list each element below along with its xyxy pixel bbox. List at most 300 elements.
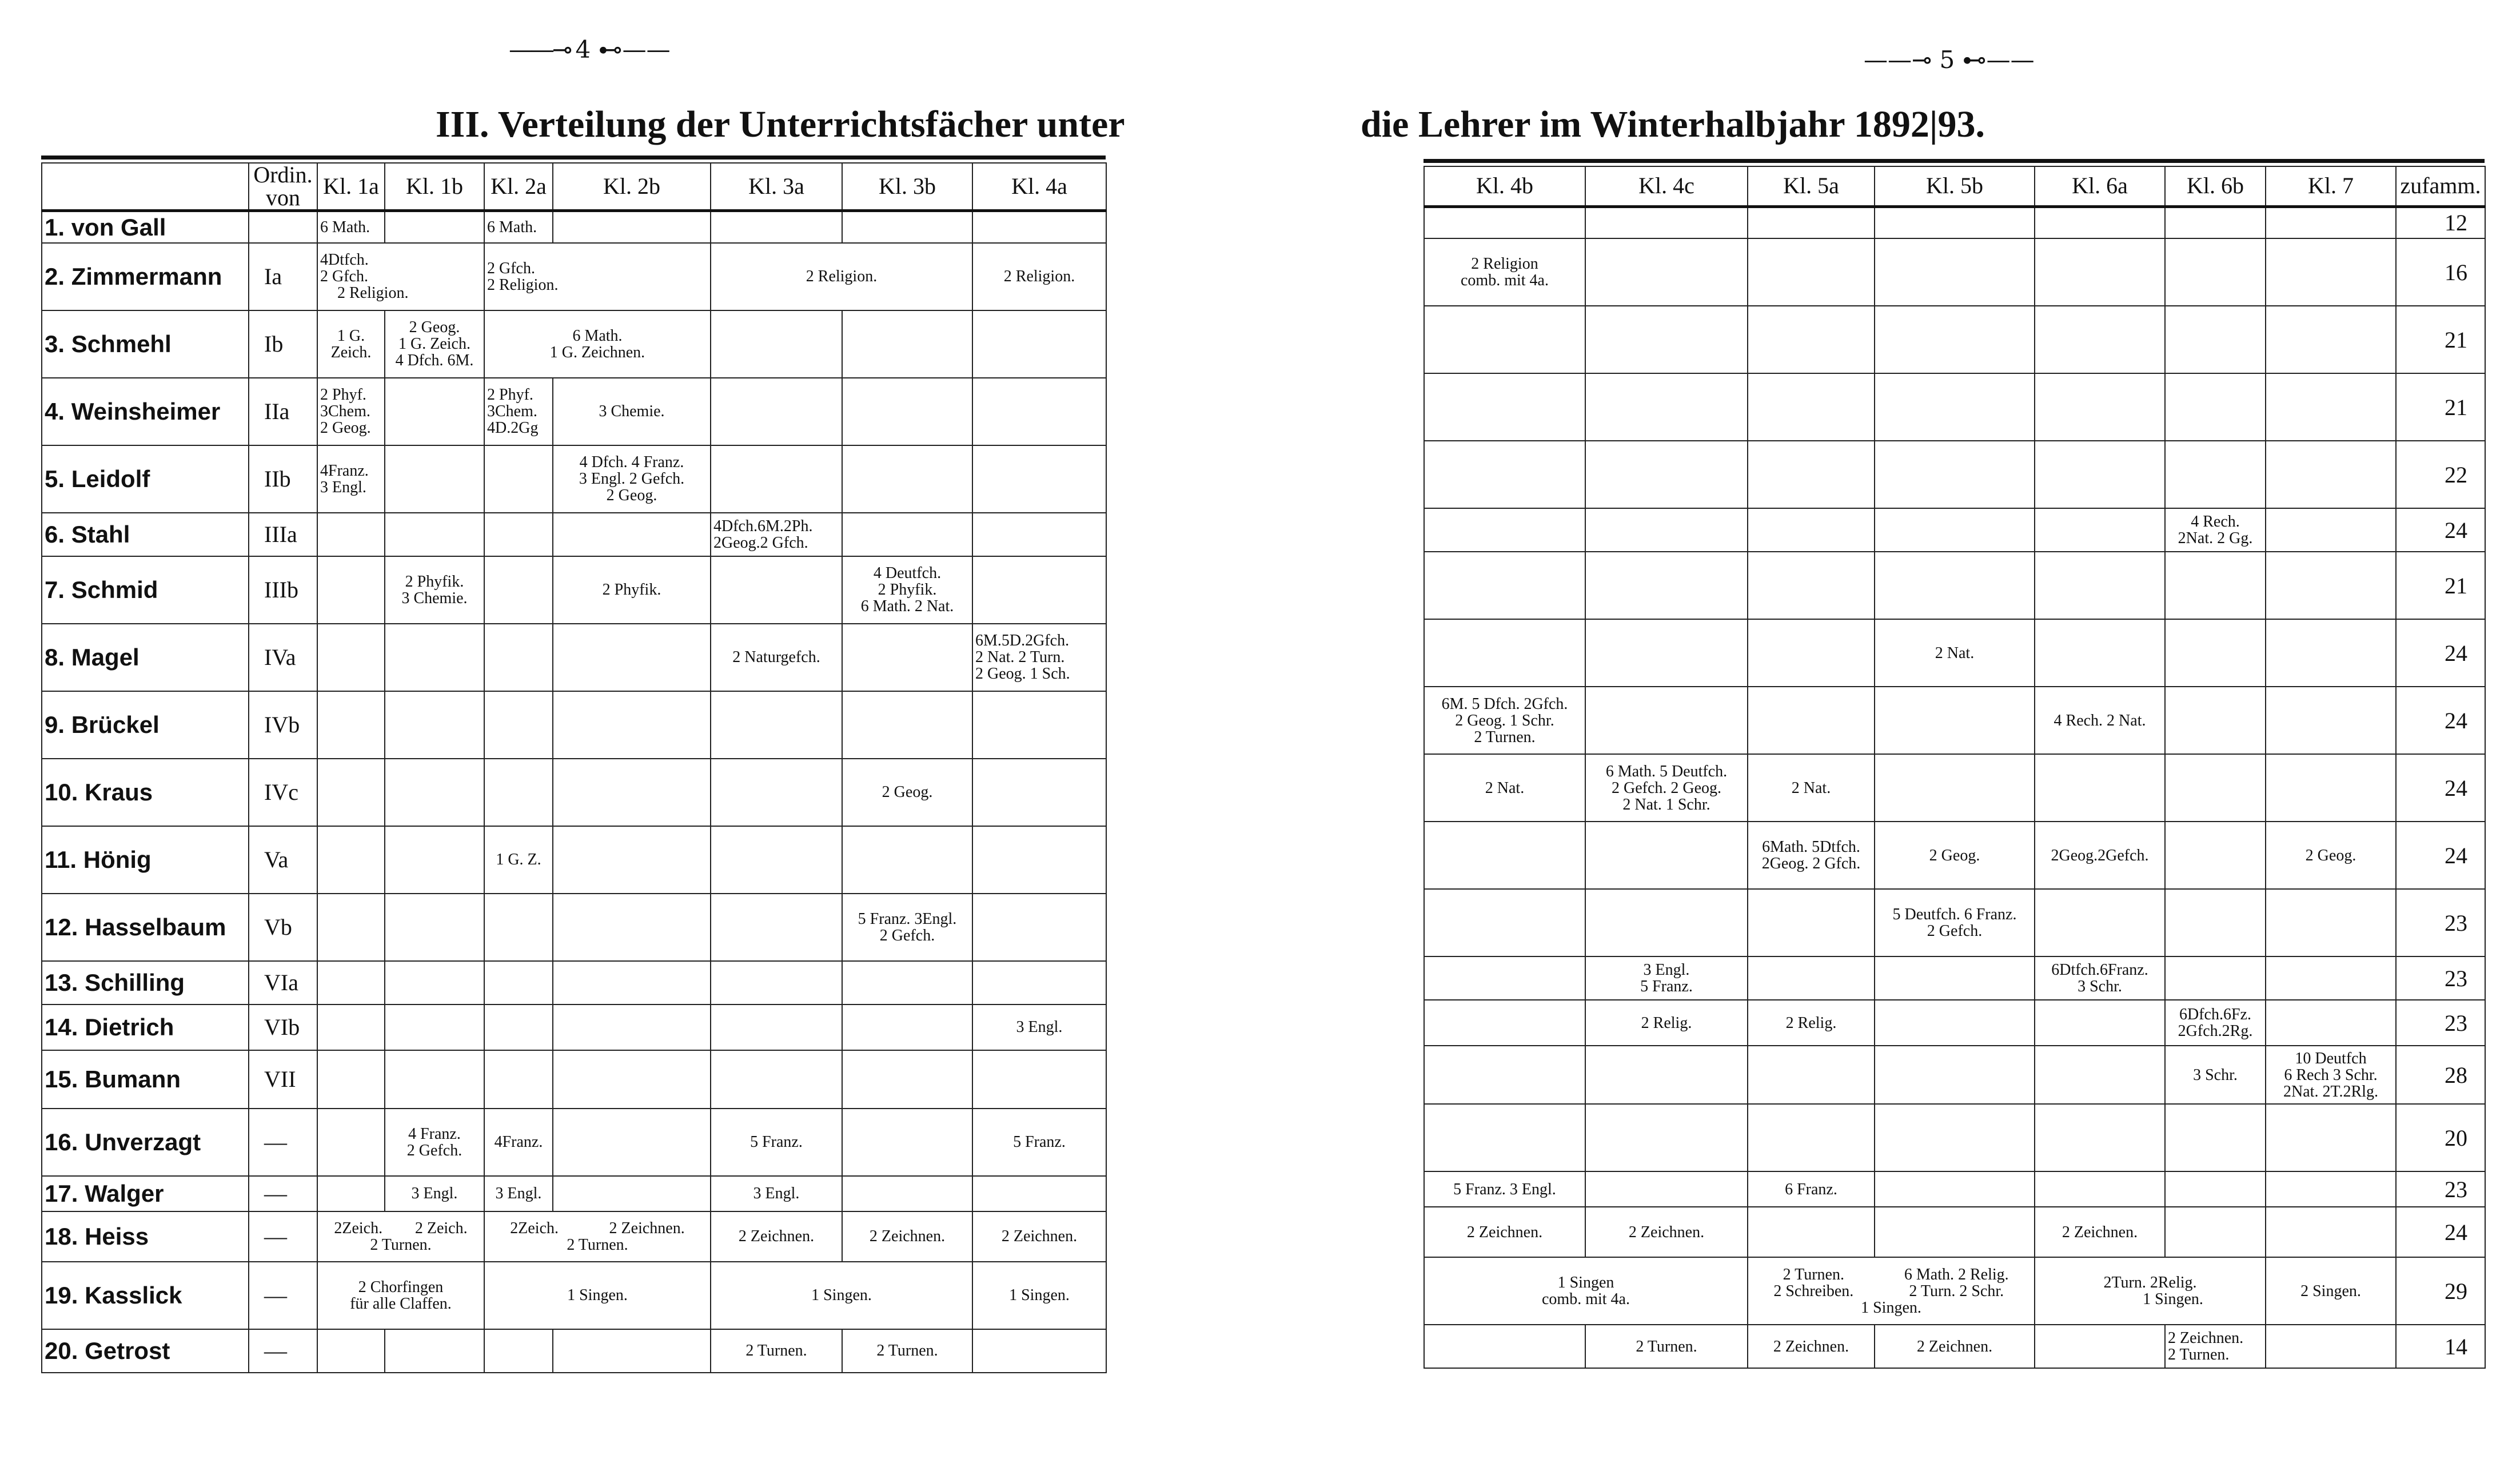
cell	[553, 1109, 711, 1176]
cell	[317, 894, 385, 961]
cell	[1585, 822, 1748, 889]
header-kl4c: Kl. 4c	[1585, 166, 1748, 206]
cell	[842, 961, 972, 1004]
cell: 5 Franz.	[972, 1109, 1106, 1176]
cell	[2035, 889, 2165, 956]
table-row	[42, 691, 1106, 759]
cell	[1875, 1000, 2035, 1046]
cell	[1875, 238, 2035, 306]
header-name	[42, 163, 249, 211]
cell	[842, 691, 972, 759]
header-kl3b: Kl. 3b	[842, 163, 972, 211]
header-kl6a: Kl. 6a	[2035, 166, 2165, 206]
cell	[2035, 508, 2165, 552]
cell	[1748, 1257, 2035, 1325]
table-row	[1424, 552, 2485, 619]
table-row	[1424, 1207, 2485, 1257]
cell: 2 Zeichnen.	[2035, 1207, 2165, 1257]
cell	[385, 691, 484, 759]
ordinarius: —	[249, 1329, 317, 1373]
cell	[385, 624, 484, 691]
cell	[842, 378, 972, 445]
cell	[317, 1109, 385, 1176]
table-row	[1424, 1104, 2485, 1171]
table-row	[1424, 889, 2485, 956]
cell	[711, 894, 842, 961]
table-row	[1424, 687, 2485, 754]
cell	[2035, 1104, 2165, 1171]
cell	[1875, 441, 2035, 508]
cell	[484, 513, 553, 556]
cell	[842, 624, 972, 691]
cell	[1875, 373, 2035, 441]
cell	[317, 1050, 385, 1109]
cell	[972, 445, 1106, 513]
cell: 2 Geog.	[1875, 822, 2035, 889]
cell	[1585, 552, 1748, 619]
cell	[484, 1211, 711, 1262]
cell: 1 G. Zeich.	[317, 310, 385, 378]
header-zusammen: zufamm.	[2396, 166, 2485, 206]
total: 29	[2396, 1257, 2485, 1325]
cell	[2165, 238, 2266, 306]
cell	[1424, 1104, 1585, 1171]
cell	[711, 211, 842, 243]
table-row	[42, 1004, 1106, 1050]
cell	[1585, 1104, 1748, 1171]
cell	[553, 1176, 711, 1211]
table-row	[42, 759, 1106, 826]
cell: 2 Zeichnen.	[1748, 1325, 1875, 1368]
cell	[484, 445, 553, 513]
teacher-name: 2. Zimmermann	[42, 243, 249, 310]
ordinarius: IVc	[249, 759, 317, 826]
cell	[711, 1050, 842, 1109]
cell	[711, 759, 842, 826]
cell	[2165, 441, 2266, 508]
cell: 3 Engl.	[972, 1004, 1106, 1050]
cell-text: 2Turn. 2Relig.	[2103, 1274, 2197, 1291]
cell	[2035, 238, 2165, 306]
cell	[1875, 206, 2035, 238]
cell	[385, 1050, 484, 1109]
cell	[842, 211, 972, 243]
cell: 2 Turnen.	[711, 1329, 842, 1373]
table-row	[1424, 238, 2485, 306]
table-row	[1424, 206, 2485, 238]
cell	[1585, 238, 1748, 306]
cell	[2165, 956, 2266, 1000]
cell: 4 Rech. 2 Nat.	[2035, 687, 2165, 754]
cell	[1585, 508, 1748, 552]
cell	[385, 894, 484, 961]
table-row	[1424, 754, 2485, 822]
cell	[972, 759, 1106, 826]
cell	[1875, 1171, 2035, 1207]
cell	[317, 1329, 385, 1373]
cell	[972, 1176, 1106, 1211]
cell	[553, 624, 711, 691]
cell-text: 2 Zeich.	[414, 1219, 468, 1237]
left-page-number: ——⊸ 4 ⊷——	[509, 35, 671, 63]
total: 24	[2396, 754, 2485, 822]
cell: 5 Franz.	[711, 1109, 842, 1176]
cell	[385, 1329, 484, 1373]
cell-text: 6 Math. 2 Relig. 2 Turn. 2 Schr.	[1904, 1265, 2009, 1300]
cell	[484, 691, 553, 759]
teacher-name: 18. Heiss	[42, 1211, 249, 1262]
cell	[711, 378, 842, 445]
cell	[2266, 1207, 2396, 1257]
cell	[711, 1004, 842, 1050]
cell	[317, 513, 385, 556]
cell	[972, 691, 1106, 759]
cell: 2 Phyfik.	[553, 556, 711, 624]
cell	[2266, 238, 2396, 306]
cell	[2266, 508, 2396, 552]
teacher-name: 6. Stahl	[42, 513, 249, 556]
ordinarius: VII	[249, 1050, 317, 1109]
cell	[1875, 1104, 2035, 1171]
cell	[1748, 1046, 1875, 1104]
cell	[2266, 373, 2396, 441]
header-kl5b: Kl. 5b	[1875, 166, 2035, 206]
total: 24	[2396, 619, 2485, 687]
cell: 2 Naturgefch.	[711, 624, 842, 691]
cell	[553, 759, 711, 826]
cell	[484, 624, 553, 691]
cell-text: 2Zeich.	[334, 1219, 383, 1237]
ordinarius: VIa	[249, 961, 317, 1004]
cell	[2035, 1257, 2266, 1325]
cell	[2266, 687, 2396, 754]
cell: 2 Zeichnen.	[972, 1211, 1106, 1262]
table-row	[42, 243, 1106, 310]
header-kl4a: Kl. 4a	[972, 163, 1106, 211]
cell	[2035, 754, 2165, 822]
teacher-name: 20. Getrost	[42, 1329, 249, 1373]
cell	[842, 826, 972, 894]
cell	[2266, 1325, 2396, 1368]
teacher-name: 4. Weinsheimer	[42, 378, 249, 445]
header-kl1a: Kl. 1a	[317, 163, 385, 211]
cell-line	[318, 1220, 484, 1237]
cell: 3 Engl.	[484, 1176, 553, 1211]
header-ordin: Ordin. von	[249, 163, 317, 211]
cell-text: 2 Turnen.	[567, 1235, 628, 1254]
cell	[1585, 1046, 1748, 1104]
cell	[1424, 306, 1585, 373]
teacher-name: 14. Dietrich	[42, 1004, 249, 1050]
cell	[317, 1176, 385, 1211]
cell	[2165, 1104, 2266, 1171]
ordinarius: IVb	[249, 691, 317, 759]
table-row	[42, 1050, 1106, 1109]
table-row	[1424, 822, 2485, 889]
cell	[317, 556, 385, 624]
cell: 6 Math.	[317, 211, 385, 243]
total: 24	[2396, 508, 2485, 552]
cell	[2165, 552, 2266, 619]
cell	[1424, 508, 1585, 552]
cell: 2 Relig.	[1748, 1000, 1875, 1046]
cell	[1875, 754, 2035, 822]
right-page-number: ——⊸ 5 ⊷——	[1864, 46, 2035, 74]
ordinarius: IIIa	[249, 513, 317, 556]
cell	[317, 759, 385, 826]
cell-text: 1 Singen.	[2143, 1290, 2203, 1308]
cell	[2165, 1171, 2266, 1207]
cell	[972, 826, 1106, 894]
left-top-rule	[41, 156, 1106, 160]
cell	[972, 211, 1106, 243]
cell: 2 Religion comb. mit 4a.	[1424, 238, 1585, 306]
cell	[2165, 754, 2266, 822]
total: 24	[2396, 1207, 2485, 1257]
total: 23	[2396, 956, 2485, 1000]
cell	[553, 691, 711, 759]
teacher-name: 16. Unverzagt	[42, 1109, 249, 1176]
cell	[972, 1329, 1106, 1373]
cell	[711, 691, 842, 759]
cell	[553, 513, 711, 556]
cell: 3 Schr.	[2165, 1046, 2266, 1104]
cell	[1585, 306, 1748, 373]
cell-line	[1748, 1266, 2034, 1299]
cell-text: 2Zeich.	[510, 1219, 559, 1237]
cell	[1585, 687, 1748, 754]
cell	[1875, 306, 2035, 373]
cell	[842, 1050, 972, 1109]
total: 21	[2396, 552, 2485, 619]
cell: 2 Zeichnen.	[1424, 1207, 1585, 1257]
cell: 5 Deutfch. 6 Franz. 2 Gefch.	[1875, 889, 2035, 956]
cell: 2 Geog.	[2266, 822, 2396, 889]
table-row	[1424, 441, 2485, 508]
cell	[1748, 687, 1875, 754]
cell: 3 Chemie.	[553, 378, 711, 445]
cell	[842, 513, 972, 556]
cell	[1424, 206, 1585, 238]
cell: 6M.5D.2Gfch. 2 Nat. 2 Turn. 2 Geog. 1 Sch.	[972, 624, 1106, 691]
table-row	[1424, 619, 2485, 687]
cell: 1 Singen.	[711, 1262, 972, 1329]
cell	[972, 894, 1106, 961]
teacher-name: 12. Hasselbaum	[42, 894, 249, 961]
cell	[317, 243, 484, 310]
cell	[317, 691, 385, 759]
cell: 4Franz. 3 Engl.	[317, 445, 385, 513]
cell: 2 Phyf. 3Chem. 4D.2Gg	[484, 378, 553, 445]
cell: 2 Nat.	[1875, 619, 2035, 687]
teacher-name: 19. Kasslick	[42, 1262, 249, 1329]
cell	[2035, 306, 2165, 373]
header-kl6b: Kl. 6b	[2165, 166, 2266, 206]
ordinarius: IIIb	[249, 556, 317, 624]
cell: 6Dtfch.6Franz. 3 Schr.	[2035, 956, 2165, 1000]
cell	[2266, 1000, 2396, 1046]
cell	[2035, 1046, 2165, 1104]
cell	[2165, 206, 2266, 238]
cell	[2035, 1000, 2165, 1046]
table-row	[42, 961, 1106, 1004]
cell	[1748, 206, 1875, 238]
ordinarius: —	[249, 1109, 317, 1176]
cell	[484, 894, 553, 961]
cell	[2266, 956, 2396, 1000]
cell	[484, 759, 553, 826]
cell	[317, 1211, 484, 1262]
cell	[1424, 373, 1585, 441]
cell	[553, 1004, 711, 1050]
ordinarius: IIb	[249, 445, 317, 513]
cell-text: 2 Turnen. 2 Schreiben.	[1773, 1265, 1854, 1300]
cell	[2165, 889, 2266, 956]
header-kl7: Kl. 7	[2266, 166, 2396, 206]
cell	[2165, 306, 2266, 373]
cell	[1748, 956, 1875, 1000]
cell	[1748, 373, 1875, 441]
cell	[553, 1050, 711, 1109]
right-header-row	[1424, 166, 2485, 206]
cell	[1424, 1325, 1585, 1368]
teacher-name: 9. Brückel	[42, 691, 249, 759]
cell	[1424, 552, 1585, 619]
cell	[484, 1004, 553, 1050]
cell	[385, 378, 484, 445]
cell: 4 Franz. 2 Gefch.	[385, 1109, 484, 1176]
header-kl1b: Kl. 1b	[385, 163, 484, 211]
cell	[1424, 619, 1585, 687]
cell: 6Dfch.6Fz. 2Gfch.2Rg.	[2165, 1000, 2266, 1046]
cell: 2 Zeichnen.	[1875, 1325, 2035, 1368]
total: 20	[2396, 1104, 2485, 1171]
cell: 2Geog.2Gefch.	[2035, 822, 2165, 889]
cell-text: 2 Turnen.	[370, 1235, 432, 1254]
cell	[484, 556, 553, 624]
cell	[553, 961, 711, 1004]
cell	[2035, 206, 2165, 238]
cell: 2 Geog.	[842, 759, 972, 826]
cell	[2165, 822, 2266, 889]
header-kl2a: Kl. 2a	[484, 163, 553, 211]
cell: 2 Zeichnen.	[1585, 1207, 1748, 1257]
cell	[1748, 306, 1875, 373]
cell	[2266, 1104, 2396, 1171]
cell: 2 Religion.	[972, 243, 1106, 310]
ordinarius: Vb	[249, 894, 317, 961]
table-row	[1424, 1325, 2485, 1368]
cell	[553, 894, 711, 961]
total: 24	[2396, 822, 2485, 889]
cell	[385, 1004, 484, 1050]
cell	[484, 1329, 553, 1373]
cell	[317, 961, 385, 1004]
cell	[484, 1050, 553, 1109]
cell: 4 Rech. 2Nat. 2 Gg.	[2165, 508, 2266, 552]
cell	[2266, 1171, 2396, 1207]
cell: 2 Geog. 1 G. Zeich. 4 Dfch. 6M.	[385, 310, 484, 378]
cell	[1585, 206, 1748, 238]
header-kl2b: Kl. 2b	[553, 163, 711, 211]
cell: 4Franz.	[484, 1109, 553, 1176]
cell	[1875, 508, 2035, 552]
cell	[2165, 687, 2266, 754]
ordinarius: —	[249, 1176, 317, 1211]
ordinarius: Va	[249, 826, 317, 894]
cell-text: 2 Religion.	[337, 284, 409, 302]
table-row	[42, 1176, 1106, 1211]
left-page	[0, 0, 1258, 1459]
cell-line	[485, 1220, 710, 1237]
cell	[2266, 619, 2396, 687]
cell: 3 Engl.	[711, 1176, 842, 1211]
teacher-name: 5. Leidolf	[42, 445, 249, 513]
total: 23	[2396, 1000, 2485, 1046]
cell	[385, 211, 484, 243]
teacher-name: 7. Schmid	[42, 556, 249, 624]
table-row	[42, 445, 1106, 513]
total: 21	[2396, 373, 2485, 441]
cell	[317, 1004, 385, 1050]
table-row	[1424, 306, 2485, 373]
teacher-name: 10. Kraus	[42, 759, 249, 826]
cell	[972, 1050, 1106, 1109]
cell	[972, 378, 1106, 445]
cell	[2035, 552, 2165, 619]
cell	[2035, 373, 2165, 441]
cell	[1875, 1046, 2035, 1104]
cell: 5 Franz. 3Engl. 2 Gefch.	[842, 894, 972, 961]
cell	[2266, 889, 2396, 956]
cell	[2035, 441, 2165, 508]
cell	[711, 961, 842, 1004]
cell	[385, 961, 484, 1004]
cell	[1748, 552, 1875, 619]
table-row	[1424, 373, 2485, 441]
right-table	[1424, 166, 2486, 1369]
teacher-name: 11. Hönig	[42, 826, 249, 894]
right-page	[1258, 0, 2520, 1459]
right-page-title: die Lehrer im Winterhalbjahr 1892|93.	[1361, 103, 1985, 145]
cell	[1585, 373, 1748, 441]
total: 23	[2396, 889, 2485, 956]
cell: 10 Deutfch 6 Rech 3 Schr. 2Nat. 2T.2Rlg.	[2266, 1046, 2396, 1104]
cell	[2266, 441, 2396, 508]
table-row	[42, 556, 1106, 624]
table-row	[42, 1262, 1106, 1329]
ordinarius: —	[249, 1211, 317, 1262]
cell	[1875, 956, 2035, 1000]
ordinarius: Ia	[249, 243, 317, 310]
table-row	[1424, 1000, 2485, 1046]
table-row	[1424, 1046, 2485, 1104]
table-row	[1424, 956, 2485, 1000]
cell	[2266, 206, 2396, 238]
cell	[711, 445, 842, 513]
cell	[1424, 441, 1585, 508]
cell	[2165, 1207, 2266, 1257]
cell	[1748, 619, 1875, 687]
total: 22	[2396, 441, 2485, 508]
cell: 2 Religion.	[711, 243, 972, 310]
cell	[2266, 552, 2396, 619]
table-row	[42, 1109, 1106, 1176]
cell	[1748, 1104, 1875, 1171]
cell-text: 2 Zeichnen.	[609, 1219, 685, 1237]
table-row	[42, 1329, 1106, 1373]
cell	[1585, 441, 1748, 508]
